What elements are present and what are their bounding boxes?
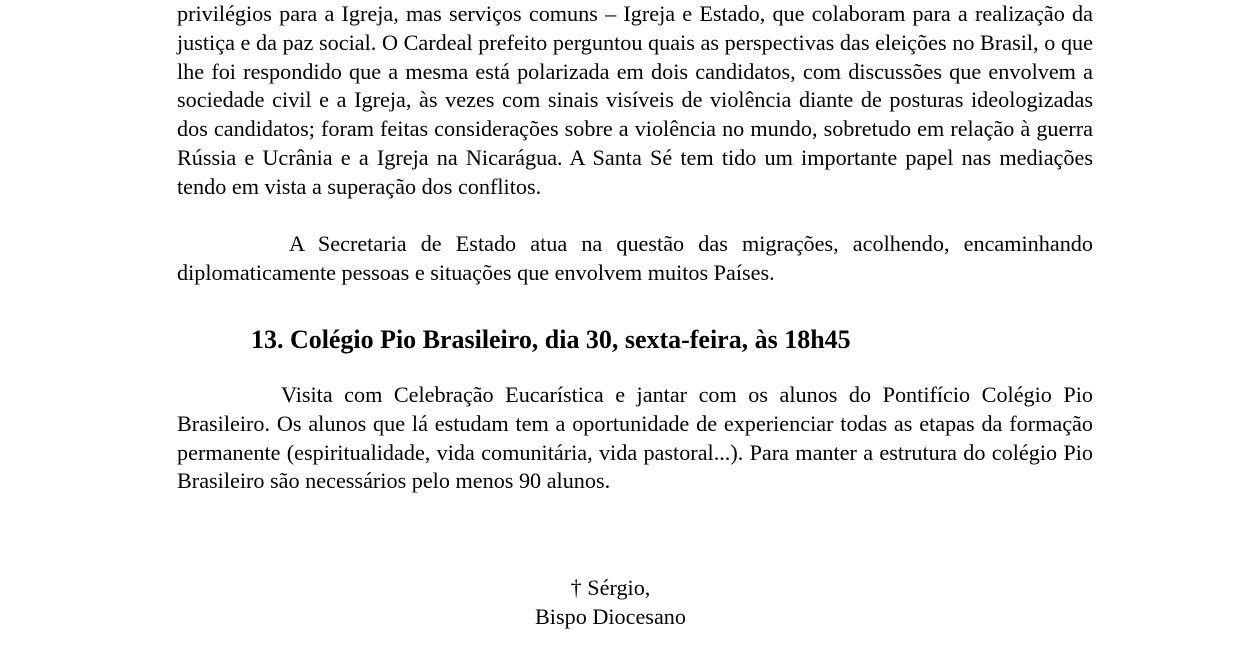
signature-title: Bispo Diocesano xyxy=(535,603,686,629)
paragraph-migrations: A Secretaria de Estado atua na questão das migrações, acolhendo, encaminhando diplomaticamente pessoas e situações que envolvem muitos Países. xyxy=(177,231,1093,285)
section-heading: 13. Colégio Pio Brasileiro, dia 30, sexta-feira, às 18h45 xyxy=(251,325,851,354)
signature-block xyxy=(0,574,1221,632)
paragraph-vatican-meeting: privilégios para a Igreja, mas serviços comuns – Igreja e Estado, que colaboram para a realização da justiça e da paz social. O Cardeal prefeito perguntou quais as perspectivas das eleições no Brasil, o que lhe foi respondido que a mesma está polarizada em dois candidatos, com discussões que envolvem a sociedade civil e a Igreja, às vezes com sinais visíveis de violência diante de posturas ideologizadas dos candidatos; foram feitas considerações sobre a violência no mundo, sobretudo em relação à guerra Rússia e Ucrânia e a Igreja na Nicarágua. A Santa Sé tem tido um importante papel nas mediações tendo em vista a superação dos conflitos. xyxy=(177,1,1093,199)
signature-name: † Sérgio, xyxy=(570,575,651,600)
paragraph-pio-brasileiro: Visita com Celebração Eucarística e jantar com os alunos do Pontifício Colégio Pio Brasileiro. Os alunos que lá estudam tem a oportunidade de experienciar todas as etapas da formação permanente (espiritualidade, vida comunitária, vida pastoral...). Para manter a estrutura do colégio Pio Brasileiro são necessários pelo menos 90 alunos. xyxy=(177,382,1093,494)
